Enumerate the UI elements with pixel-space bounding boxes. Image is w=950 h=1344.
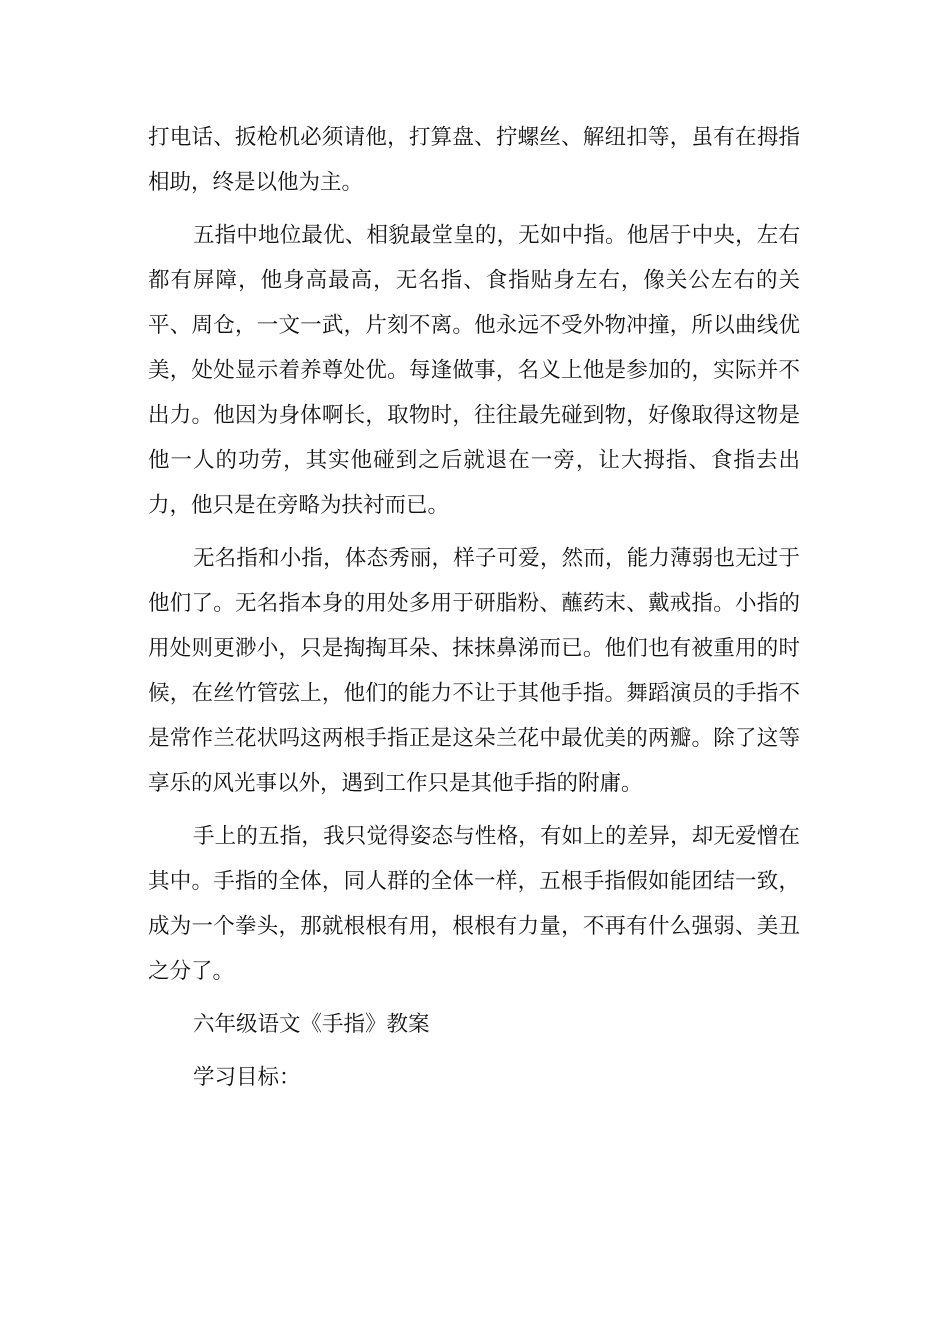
paragraph-ring-little-finger: 无名指和小指，体态秀丽，样子可爱，然而，能力薄弱也无过于他们了。无名指本身的用处多用于研脂粉、蘸药末、戴戒指。小指的用处则更渺小，只是掏掏耳朵、抹抹鼻涕而已。他们也有被重用的时候，在丝竹管弦上，他们的能力不让于其他手指。舞蹈演员的手指不是常作兰花状吗这两根手指正是这朵兰花中最优美的两瓣。除了这等享乐的风光事以外，遇到工作只是其他手指的附庸。	[148, 546, 800, 796]
lesson-title: 六年级语文《手指》教案	[193, 1012, 430, 1037]
paragraph-middle-finger: 五指中地位最优、相貌最堂皇的，无如中指。他居于中央，左右都有屏障，他身高最高，无名指、食指贴身左右，像关公左右的关平、周仓，一文一武，片刻不离。他永远不受外物冲撞，所以曲线优美，处处显示着养尊处优。每逢做事，名义上他是参加的，实际并不出力。他因为身体啊长，取物时，往往最先碰到物，好像取得这物是他一人的功劳，其实他碰到之后就退在一旁，让大拇指、食指去出力，他只是在旁略为扶衬而已。	[148, 223, 800, 518]
paragraph-conclusion: 手上的五指，我只觉得姿态与性格，有如上的差异，却无爱憎在其中。手指的全体，同人群的全体一样，五根手指假如能团结一致，成为一个拳头，那就根根有用，根根有力量，不再有什么强弱、美丑之分了。	[148, 824, 800, 984]
paragraph-continued: 打电话、扳枪机必须请他，打算盘、拧螺丝、解纽扣等，虽有在拇指相助，终是以他为主。	[148, 125, 800, 195]
document-body	[148, 115, 800, 1108]
learning-goals-label: 学习目标：	[193, 1065, 301, 1090]
